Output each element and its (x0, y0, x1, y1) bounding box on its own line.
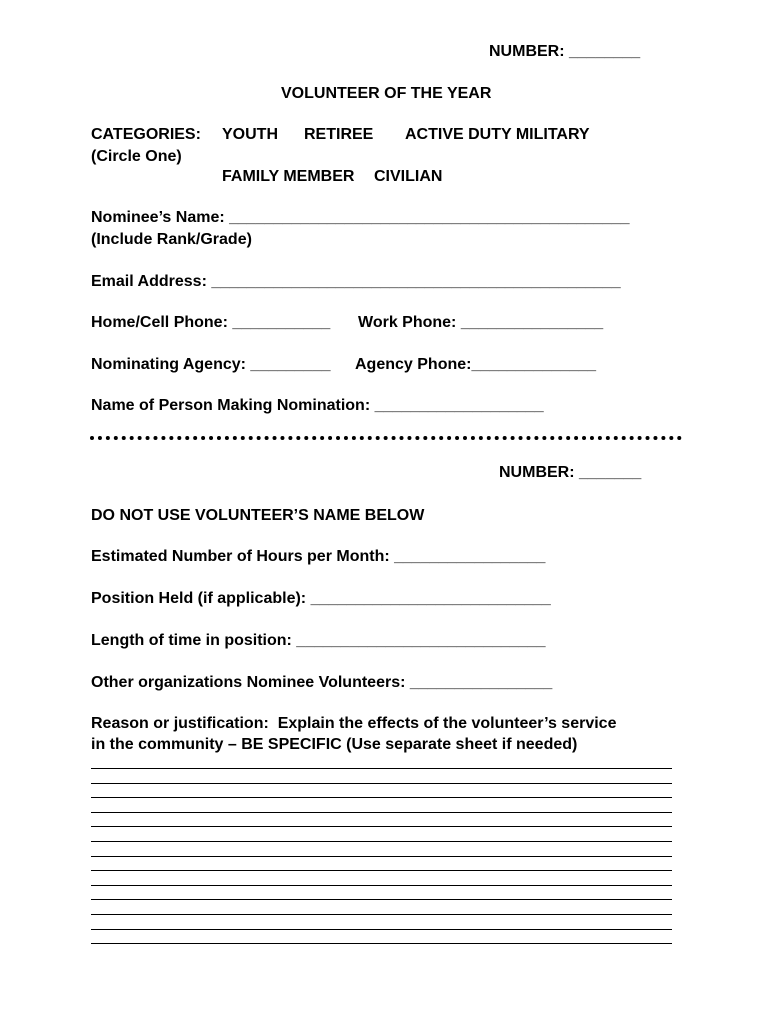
reason-writing-line[interactable] (91, 826, 672, 827)
reason-writing-line[interactable] (91, 899, 672, 900)
category-civilian[interactable]: CIVILIAN (374, 168, 443, 185)
number-field-top[interactable]: NUMBER: ________ (489, 43, 641, 60)
work-phone-field[interactable]: Work Phone: ________________ (358, 314, 604, 331)
reason-writing-line[interactable] (91, 885, 672, 886)
other-organizations-field[interactable]: Other organizations Nominee Volunteers: ________________ (91, 674, 553, 691)
email-field[interactable]: Email Address: ______________________________________________ (91, 273, 621, 290)
reason-writing-line[interactable] (91, 870, 672, 871)
agency-phone-field[interactable]: Agency Phone:______________ (355, 356, 597, 373)
category-youth[interactable]: YOUTH (222, 126, 278, 143)
reason-writing-line[interactable] (91, 783, 672, 784)
nominating-agency-field[interactable]: Nominating Agency: _________ (91, 356, 331, 373)
nominator-name-field[interactable]: Name of Person Making Nomination: ___________________ (91, 397, 544, 414)
category-retiree[interactable]: RETIREE (304, 126, 374, 143)
do-not-use-name-warning: DO NOT USE VOLUNTEER’S NAME BELOW (91, 507, 425, 524)
category-family-member[interactable]: FAMILY MEMBER (222, 168, 355, 185)
circle-one-instruction: (Circle One) (91, 148, 182, 165)
position-held-field[interactable]: Position Held (if applicable): ___________________________ (91, 590, 551, 607)
reason-writing-line[interactable] (91, 797, 672, 798)
reason-writing-line[interactable] (91, 943, 672, 944)
form-title: VOLUNTEER OF THE YEAR (281, 85, 492, 102)
reason-writing-line[interactable] (91, 812, 672, 813)
reason-writing-line[interactable] (91, 768, 672, 769)
reason-writing-line[interactable] (91, 914, 672, 915)
hours-per-month-field[interactable]: Estimated Number of Hours per Month: _________________ (91, 548, 546, 565)
reason-writing-line[interactable] (91, 929, 672, 930)
reason-instructions-line1: Reason or justification: Explain the effects of the volunteer’s service (91, 715, 617, 732)
cut-line-divider (90, 436, 682, 440)
categories-label: CATEGORIES: (91, 126, 201, 143)
reason-instructions-line2: in the community – BE SPECIFIC (Use separate sheet if needed) (91, 736, 578, 753)
home-cell-phone-field[interactable]: Home/Cell Phone: ___________ (91, 314, 331, 331)
number-field-bottom[interactable]: NUMBER: _______ (499, 464, 642, 481)
category-active-duty-military[interactable]: ACTIVE DUTY MILITARY (405, 126, 590, 143)
length-in-position-field[interactable]: Length of time in position: ____________________________ (91, 632, 546, 649)
nominee-name-field[interactable]: Nominee’s Name: _____________________________________________ (91, 209, 630, 226)
reason-writing-line[interactable] (91, 856, 672, 857)
reason-writing-line[interactable] (91, 841, 672, 842)
rank-grade-note: (Include Rank/Grade) (91, 231, 252, 248)
